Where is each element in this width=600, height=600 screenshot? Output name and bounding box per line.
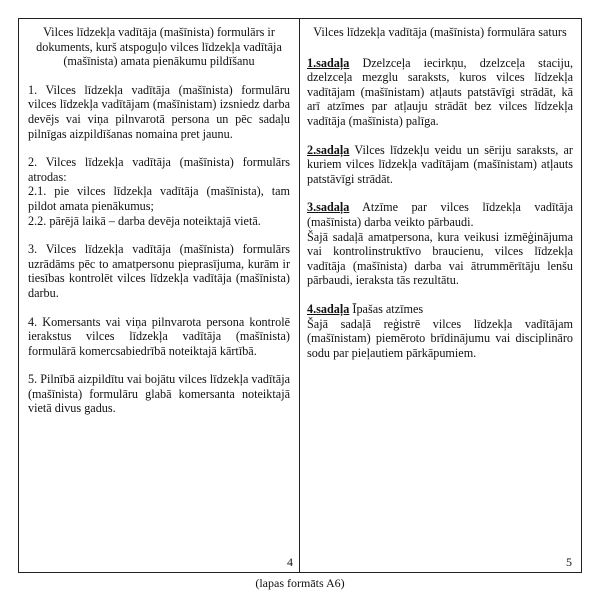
section-2-label: 2.sadaļa (307, 142, 350, 157)
section-4-label: 4.sadaļa (307, 301, 350, 316)
paragraph-5 (28, 372, 290, 416)
section-3-text: Atzīme par vilces līdzekļa vadītāja (mašīnista) darba veikto pārbaudi. (307, 200, 573, 229)
section-4-extra: Šajā sadaļā reģistrē vilces līdzekļa vadītājam (mašīnistam) piemēroto brīdinājumu vai disciplināro sodu par pieļautiem pārkāpumiem. (307, 316, 573, 360)
paragraph-3 (28, 242, 290, 300)
page-number-left: 4 (287, 555, 293, 569)
paragraph-4-text: 4. Komersants vai viņa pilnvarota persona kontrolē ierakstus vilces līdzekļa vadītāja (mašīnista) formulārā komercsabiedrībā noteiktajā kārtībā. (28, 314, 290, 358)
paragraph-1-text: 1. Vilces līdzekļa vadītāja (mašīnista) formulāru vilces līdzekļa vadītājam (mašīnistam) izsniedz darba devējs vai viņa pilnvarotā persona un pēc sadaļu pilnīgas aizpildīšanas nomaina pret jaunu. (28, 82, 290, 141)
section-3 (307, 200, 573, 288)
paragraph-2 (28, 155, 290, 228)
section-3-label: 3.sadaļa (307, 200, 350, 215)
paragraph-4 (28, 315, 290, 359)
left-title: Vilces līdzekļa vadītāja (mašīnista) formulārs ir dokuments, kurš atspoguļo vilces līdzekļa vadītāja (mašīnista) amata pienākumu pildīšanu (36, 25, 282, 69)
page-format-note: (lapas formāts A6) (255, 576, 345, 590)
section-2-text: Vilces līdzekļu veidu un sēriju saraksts, ar kuriem vilces līdzekļa vadītājam (mašīnistam) atļauts patstāvīgi strādāt. (307, 142, 573, 186)
section-1 (307, 56, 573, 129)
paragraph-2-item-1: 2.1. pie vilces līdzekļa vadītāja (mašīnista), tam pildot amata pienākumus; (28, 184, 290, 213)
section-2 (307, 143, 573, 187)
paragraph-1 (28, 83, 290, 141)
right-title: Vilces līdzekļa vadītāja (mašīnista) formulāra saturs (313, 25, 567, 39)
right-column (307, 25, 573, 374)
page-number-right: 5 (566, 555, 572, 569)
section-4 (307, 302, 573, 360)
section-1-label: 1.sadaļa (307, 55, 350, 70)
paragraph-3-text: 3. Vilces līdzekļa vadītāja (mašīnista) formulārs uzrādāms pēc to amatpersonu pieprasījuma, kurām ir tiesības kontrolēt vilces līdzekļa vadītāja (mašīnista) darbu. (28, 242, 290, 300)
left-column (28, 25, 290, 430)
paragraph-2-item-2: 2.2. pārējā laikā – darba devēja noteiktajā vietā. (28, 213, 261, 228)
column-divider (299, 18, 300, 573)
section-1-text: Dzelzceļa iecirkņu, dzelzceļa staciju, dzelzceļa mezglu saraksts, kuros vilces līdzekļa vadītājam (mašīnistam) atļauts patstāvīgi strādāt, kā arī atzīmes par atļauju strādāt bez vilces līdzekļa vadītāja (mašīnista) palīga. (307, 55, 573, 128)
section-4-text: Īpašas atzīmes (349, 301, 424, 316)
section-3-extra: Šajā sadaļā amatpersona, kura veikusi izmēģinājuma vai kontrolinstruktīvo braucienu, vilces līdzekļa vadītāja (mašīnista) darba vai ātrummērītāju lenšu pārbaudi, ieraksta tās rezultātu. (307, 229, 573, 288)
paragraph-5-text: 5. Pilnībā aizpildītu vai bojātu vilces līdzekļa vadītāja (mašīnista) formulāru glabā komersanta noteiktajā vietā divus gadus. (28, 372, 290, 416)
paragraph-2-intro: 2. Vilces līdzekļa vadītāja (mašīnista) formulārs atrodas: (28, 155, 290, 184)
